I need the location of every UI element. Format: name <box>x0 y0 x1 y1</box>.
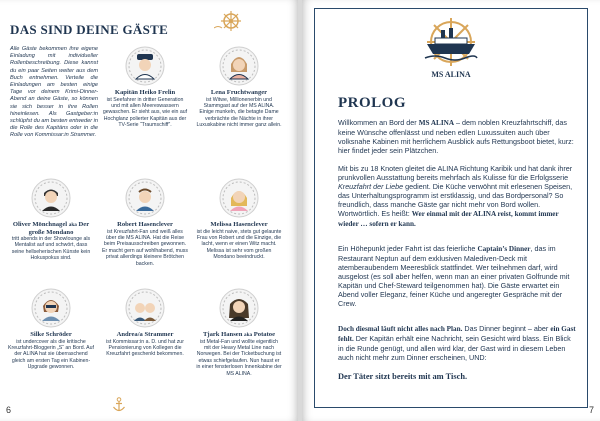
lady-portrait-icon <box>219 46 259 86</box>
twist-bold: Doch diesmal läuft nicht alles nach Plan. <box>338 325 463 333</box>
character-card <box>102 288 188 358</box>
character-description: ist Seefahrer in dritter Generation und mit allen Meereswassern gewaschen. Er sieht aus, wie ein auf Hochglanz polierter Kapitän aus der TV-Serie “Traumschiff”. <box>102 96 188 129</box>
metal-fan-portrait-icon <box>219 288 259 328</box>
character-name-text: Oliver Mönchnagel <box>12 221 68 228</box>
ship-logo-icon <box>419 16 483 70</box>
text-segment: Mit bis zu 18 Knoten gleitet die ALINA Richtung Karibik und hat dank ihrer prunkvollen Ausstattung bereits mehrfach als Kulisse für die Erfolgsserie <box>338 164 573 182</box>
character-card <box>8 288 94 371</box>
ship-name-logo: MS ALINA <box>431 70 471 79</box>
anchor-icon <box>112 397 126 413</box>
character-aka: aka <box>68 222 77 228</box>
missing-guest-bold: ein Gast fehlt. <box>338 325 576 343</box>
series-title: Kreuzfahrt der Liebe <box>338 182 404 191</box>
character-card <box>196 288 282 377</box>
text-segment: Das Dinner beginnt – aber <box>462 324 551 333</box>
prolog-heading: PROLOG <box>338 95 407 111</box>
character-description: ist Kreuzfahrt-Fan und weiß alles über die MS ALINA. Hat die Reise beim Preisausschreiben gewonnen. Er macht gern auf wohlhabend, muss privat allerdings kleinere Brötchen backen. <box>102 228 188 267</box>
character-description: ist Witwe, Millionenerbin und Stammgast auf der MS ALINA. Einige munkeln, die betagte Dame verbrächte die Nächte in ihrer Luxuskabine nicht immer ganz allein. <box>196 96 282 129</box>
text-segment: – dem noblen Kreuzfahrtschiff, das keine Wünsche offenlässt und neben edlen Luxussuiten auch über volksnahe Kabinen mit herrlichem Ausblick aufs Rettungsboot bietet, kurz: hier findet jeder sein Plätzchen. <box>338 118 574 155</box>
page-title: DAS SIND DEINE GÄSTE <box>10 22 169 37</box>
character-name <box>8 221 94 236</box>
paragraph-welcome <box>338 118 576 155</box>
character-name: Andrea/a Strammer <box>116 331 174 338</box>
character-description: ist Kommissar:in a. D. und hat zur Pensionierung von Kollegen die Kreuzfahrt geschenkt bekommen. <box>106 338 184 358</box>
character-description: tritt abends in der Showlounge als Mentalist auf und schwört, dass seine hellseherischen Künste kein Hokuspokus sind. <box>11 236 91 262</box>
character-card <box>102 46 188 129</box>
character-name: Melissa Hasenclever <box>210 221 268 228</box>
character-alias: Der große Mondano <box>28 221 90 236</box>
detective-portrait-icon <box>125 288 165 328</box>
character-name <box>196 331 282 339</box>
character-name-text: Tjark Hansen <box>202 331 243 338</box>
character-name: Kapitän Heiko Frelin <box>114 89 176 96</box>
ship-wheel-icon <box>214 10 248 32</box>
blogger-portrait-icon <box>31 288 71 328</box>
character-card <box>196 46 282 129</box>
robert-portrait-icon <box>125 178 165 218</box>
paragraph-captains-dinner <box>338 244 576 308</box>
character-description: ist Metal-Fan und wollte eigentlich mit der Heavy Metal Line nach Norwegen. Bei der Ticketbuchung ist etwas schiefgelaufen. Nun haust er in einer fensterlosen Innenkabine der MS ALINA. <box>196 338 282 377</box>
character-card <box>8 178 94 262</box>
page-number-right: 7 <box>588 405 594 415</box>
mentalist-portrait-icon <box>31 178 71 218</box>
page-number-left: 6 <box>6 405 12 415</box>
melissa-portrait-icon <box>219 178 259 218</box>
right-page <box>302 0 600 421</box>
character-aka: aka <box>244 332 253 338</box>
left-page <box>0 0 298 421</box>
closing-line: Der Täter sitzt bereits mit am Tisch. <box>338 372 468 381</box>
text-segment: Ein Höhepunkt jeder Fahrt ist das feierliche <box>338 244 478 253</box>
character-description: ist die leicht naive, stets gut gelaunte Frau von Robert und die Einzige, die lacht, wenn er einen Witz macht. Melissa ist sehr vom großen Mondano beeindruckt. <box>196 228 282 261</box>
character-description: ist undercover als die kritische Kreuzfahrt-Bloggerin „S“ an Bord. Auf der ALINA hat sie überraschend gleich am ersten Tag ein Kabinen-Upgrade gewonnen. <box>8 338 94 371</box>
intro-text: Alle Gäste bekommen ihre eigene Einladung mit individueller Rollenbeschreibung. Diese kannst du ein paar Seiten weiter aus dem Buch entnehmen. Verteile die Einladungen am besten einige Tage vor deinem Krimi-Dinner-Abend an deine Gäste, so können sie sich besser in ihre Rollen hineinlesen. Als Gastgeber:in schlüpfst du am besten entweder in die Rolle des Kapitäns oder in die Rolle von Kommissar:in Strammer. <box>10 46 98 139</box>
text-segment: Willkommen an Bord der <box>338 118 419 127</box>
paragraph-ship-description <box>338 164 576 229</box>
text-segment: , das im Restaurant Neptun auf dem exklusiven Malediven-Deck mit atemberaubendem Meeresblick stattfindet. Wer teilnehmen darf, wird ausgelost (es soll aber helfen, wenn man an einer privaten Golfrunde mit Kapitän und Chef-Steward teilgenommen hat). Die Gäste erwartet ein Abend voller Eleganz, feiner Küche und angeregter Gespräche mit der Crew. <box>338 244 570 308</box>
character-card <box>196 178 282 261</box>
text-segment: Der Kapitän erhält eine Nachricht, sein Gesicht wird blass. Ein Blick in die Runde genügt, und allen wird klar, der Gast wird in diesem Leben auch nicht mehr zum Dinner erscheinen, UND: <box>338 334 571 362</box>
captain-portrait-icon <box>125 46 165 86</box>
dinner-bold: Captain’s Dinner <box>477 245 531 253</box>
character-card <box>102 178 188 267</box>
ship-name-bold: MS ALINA <box>418 119 455 127</box>
character-name: Robert Hasenclever <box>117 221 173 228</box>
text-segment: gedient. Die Küche verwöhnt mit erlesenen Speisen, das Unterhaltungsprogramm ist erstklassig, und das Bordpersonal? So freundlich, dass manche Gäste gar nicht mehr von Bord wollen. Wortwörtlich. Es heißt: <box>338 182 573 218</box>
paragraph-twist <box>338 324 576 362</box>
character-name: Silke Schröder <box>30 331 72 338</box>
character-alias: Potatoe <box>253 331 276 338</box>
character-name: Lena Fruchtwanger <box>210 89 268 96</box>
quote-bold: Wer einmal mit der ALINA reist, kommt immer wieder … sofern er kann. <box>338 210 559 228</box>
